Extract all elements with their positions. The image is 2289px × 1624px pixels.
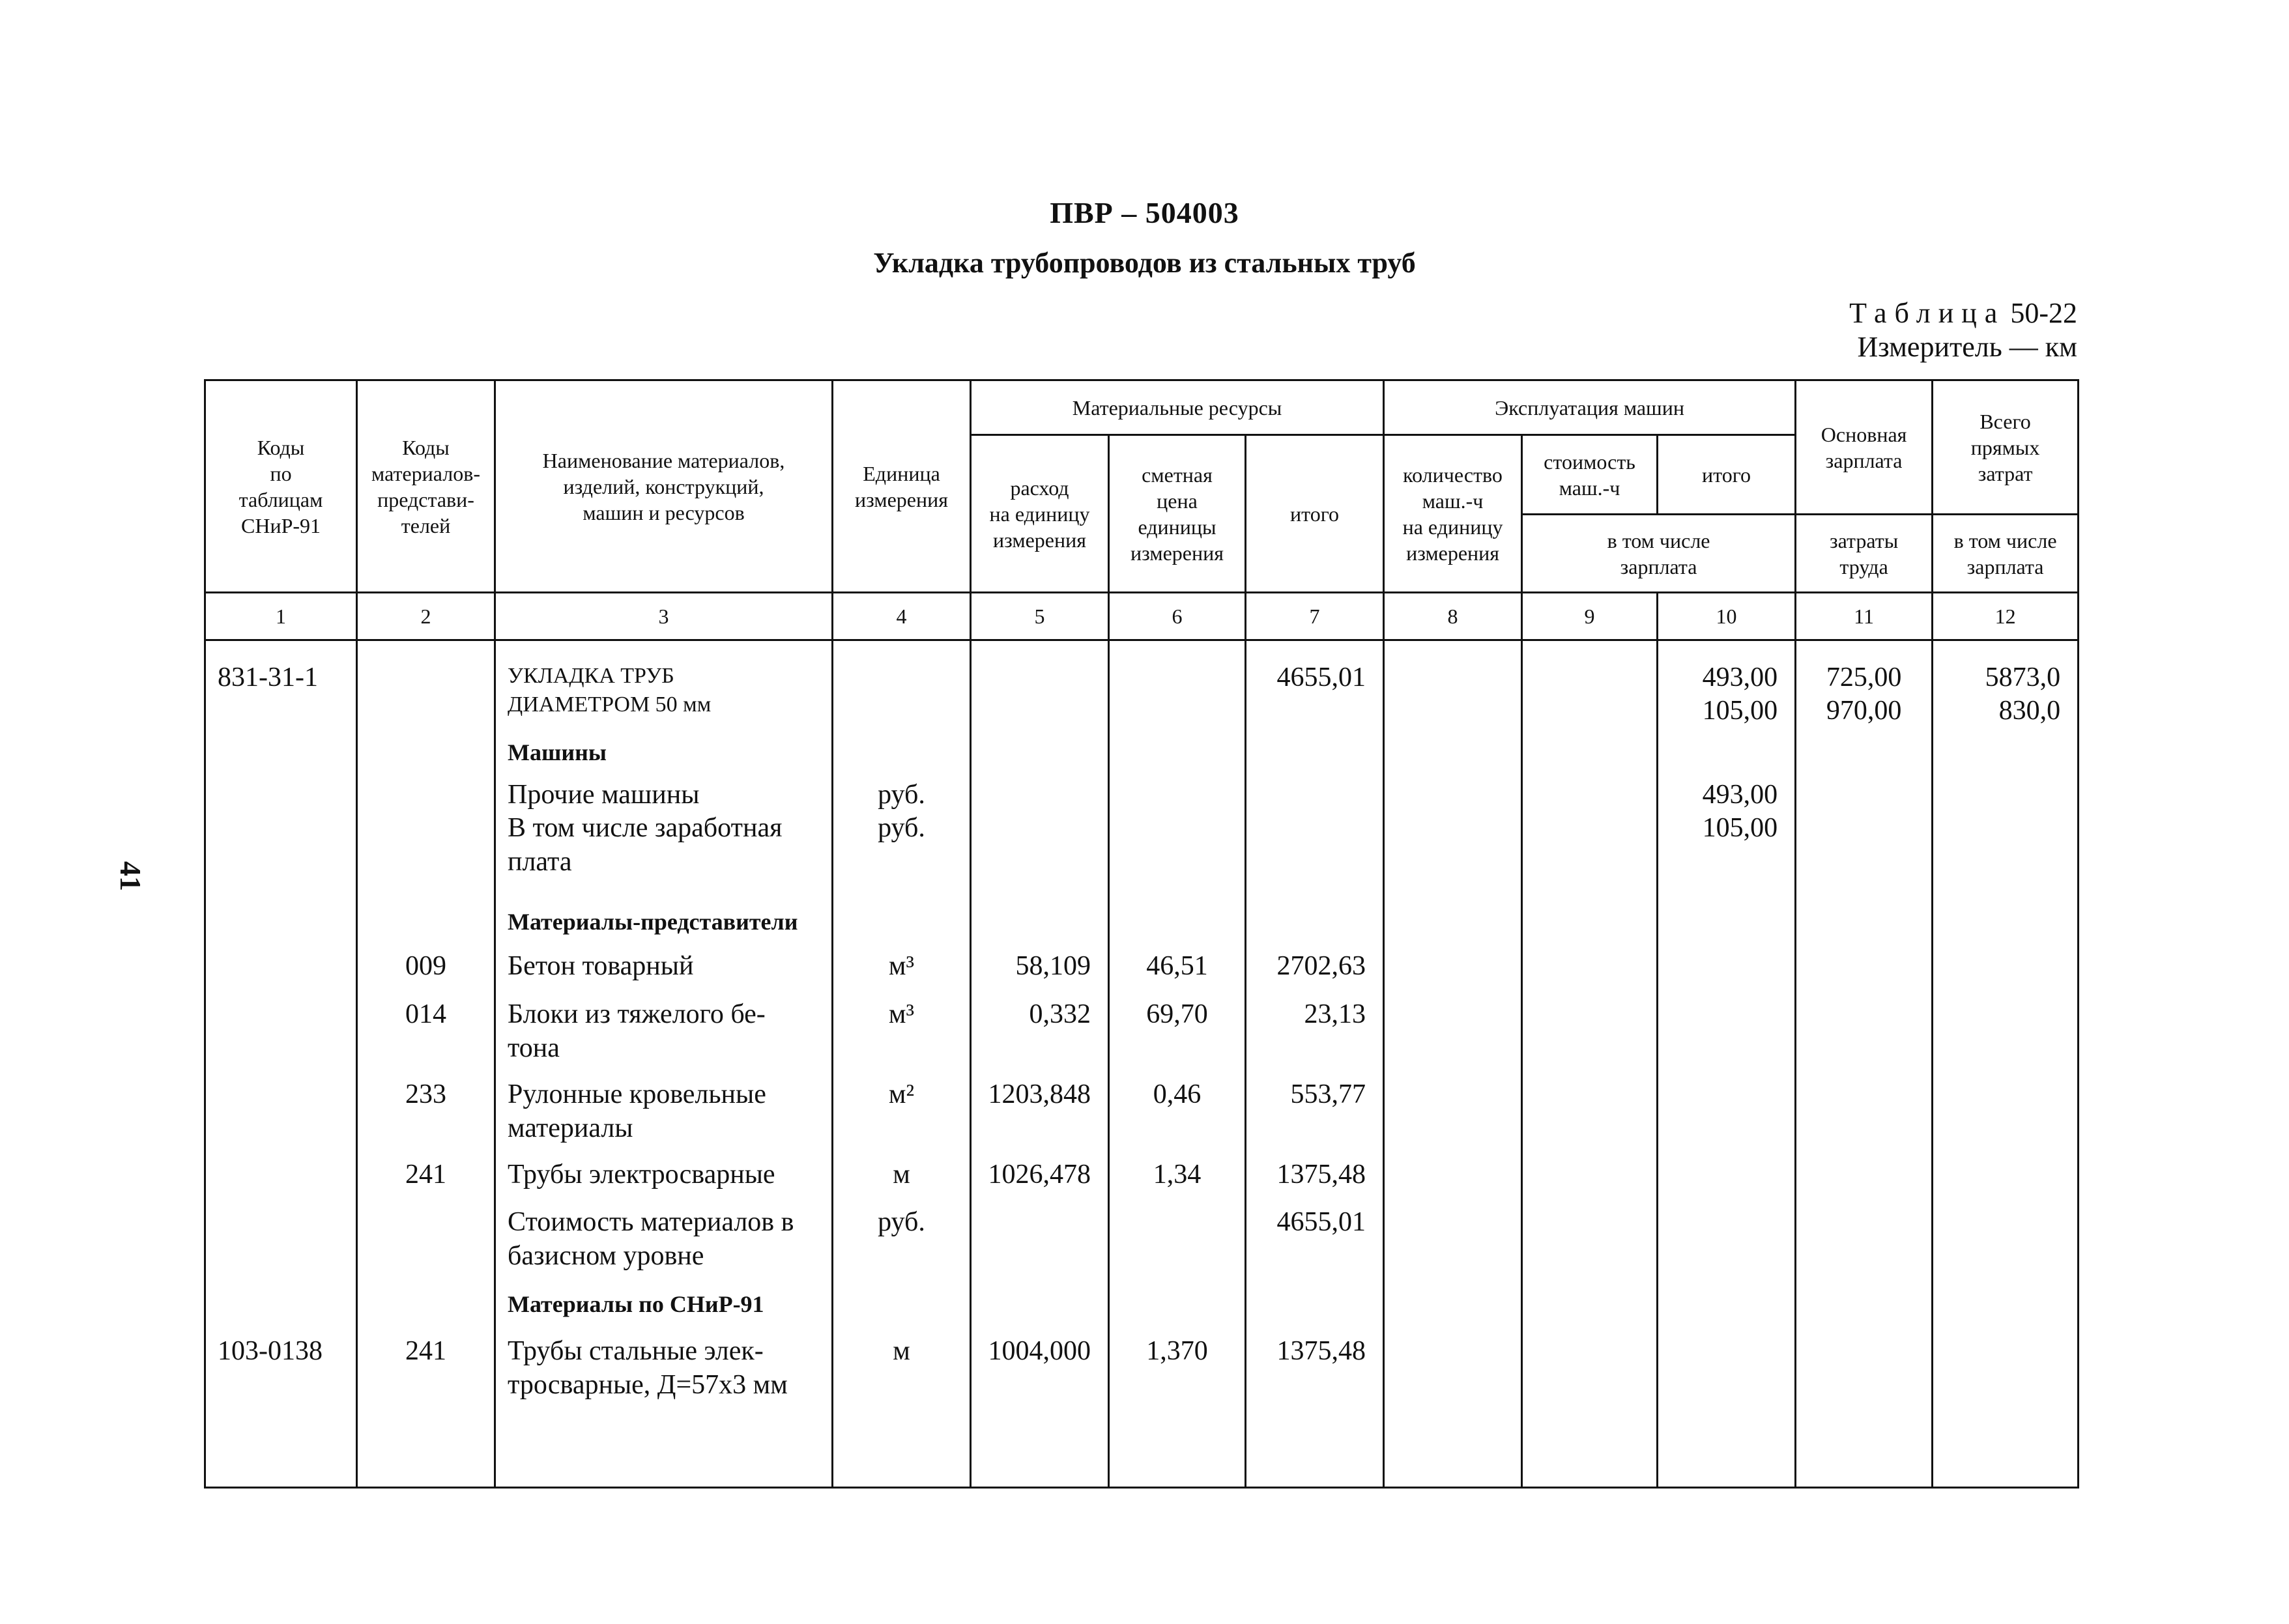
header-unit-price: сметная цена единицы измерения	[1109, 435, 1246, 593]
rep-code: 014	[405, 999, 446, 1029]
header-base-wage: Основная зарплата	[1796, 380, 1933, 515]
document-code: ПВР – 504003	[1050, 196, 1239, 229]
section-heading: Материалы по СНиР-91	[508, 1291, 764, 1317]
table-word: Таблица	[1849, 297, 2006, 329]
wage-value: 725,00	[1826, 662, 1902, 692]
body-col-direct-costs	[1933, 640, 2079, 1488]
header-machine-wage: в том числе зарплата	[1522, 515, 1796, 593]
price-value: 1,34	[1153, 1160, 1202, 1190]
body-col-material-total	[1246, 640, 1384, 1488]
rate-value: 0,332	[1029, 999, 1091, 1029]
table-number: 50-22	[2010, 297, 2077, 329]
unit-value: м	[893, 1160, 910, 1190]
body-col-rate	[971, 640, 1109, 1488]
body-col-machine-total	[1658, 640, 1796, 1488]
body-col-base-wage	[1796, 640, 1933, 1488]
body-col-machine-hour-cost	[1522, 640, 1658, 1488]
unit-value: м	[893, 1336, 910, 1366]
body-col-machine-hours	[1384, 640, 1522, 1488]
page-number: 41	[114, 861, 147, 891]
price-value: 1,370	[1146, 1336, 1208, 1366]
header-rep-codes: Коды материалов- представи- телей	[357, 380, 495, 593]
total-value: 553,77	[1290, 1079, 1366, 1109]
price-value: 46,51	[1146, 951, 1208, 981]
header-direct-wage: в том числе зарплата	[1933, 515, 2079, 593]
column-number: 1	[205, 593, 357, 640]
machine-total-value: 493,00	[1702, 662, 1778, 692]
header-material-total: итого	[1246, 435, 1384, 593]
price-value: 0,46	[1153, 1079, 1202, 1109]
total-value: 1375,48	[1276, 1336, 1366, 1366]
body-col-snir-codes	[205, 640, 357, 1488]
header-labor: затраты труда	[1796, 515, 1933, 593]
item-name: Трубы стальные элек- тросварные, Д=57х3 мм	[508, 1336, 788, 1400]
total-value: 23,13	[1304, 999, 1366, 1029]
meter-label: Измеритель — км	[1857, 331, 2077, 363]
section-heading: Машины	[508, 739, 607, 765]
rep-code: 233	[405, 1079, 446, 1109]
machine-total-value: 493,00	[1702, 780, 1778, 810]
header-rate-per-unit: расход на единицу измерения	[971, 435, 1109, 593]
column-number: 12	[1933, 593, 2079, 640]
header-unit: Единица измерения	[833, 380, 971, 593]
machine-wage-value: 105,00	[1702, 696, 1778, 726]
unit-value: м²	[888, 1079, 915, 1109]
header-machine-operation: Эксплуатация машин	[1384, 380, 1796, 435]
column-number: 11	[1796, 593, 1933, 640]
body-col-units	[833, 640, 971, 1488]
item-name: Блоки из тяжелого бе- тона	[508, 999, 766, 1063]
column-number: 9	[1522, 593, 1658, 640]
snir-code: 831-31-1	[218, 662, 318, 692]
rate-value: 1004,000	[988, 1336, 1091, 1366]
price-value: 69,70	[1146, 999, 1208, 1029]
column-number: 3	[495, 593, 833, 640]
body-col-rep-codes	[357, 640, 495, 1488]
rep-code: 241	[405, 1160, 446, 1190]
item-name: УКЛАДКА ТРУБ ДИАМЕТРОМ 50 мм	[508, 664, 712, 717]
rate-value: 1203,848	[988, 1079, 1091, 1109]
total-value: 2702,63	[1276, 951, 1366, 981]
column-number: 7	[1246, 593, 1384, 640]
unit-value: м³	[888, 999, 915, 1029]
unit-value: руб.	[878, 813, 925, 843]
item-name: В том числе заработная плата	[508, 813, 783, 877]
item-name: Рулонные кровельные материалы	[508, 1079, 766, 1143]
header-name: Наименование материалов, изделий, конструкций, машин и ресурсов	[495, 380, 833, 593]
body-col-names	[495, 640, 833, 1488]
resource-table	[204, 379, 2079, 1489]
rep-code: 009	[405, 951, 446, 981]
unit-value: м³	[888, 951, 915, 981]
header-machine-total: итого	[1658, 435, 1796, 515]
direct-wage-value: 830,0	[1998, 696, 2061, 726]
total-value: 4655,01	[1276, 1207, 1366, 1237]
column-number: 2	[357, 593, 495, 640]
item-name: Бетон товарный	[508, 951, 694, 981]
column-number: 8	[1384, 593, 1522, 640]
total-value: 4655,01	[1276, 662, 1366, 692]
snir-code: 103-0138	[218, 1336, 323, 1366]
column-number: 6	[1109, 593, 1246, 640]
header-machine-hour-cost: стоимость маш.-ч	[1522, 435, 1658, 515]
header-direct-costs: Всего прямых затрат	[1933, 380, 2079, 515]
document-title: Укладка трубопроводов из стальных труб	[873, 247, 1416, 279]
direct-cost-value: 5873,0	[1985, 662, 2061, 692]
body-col-price	[1109, 640, 1246, 1488]
rep-code: 241	[405, 1336, 446, 1366]
rate-value: 58,109	[1015, 951, 1091, 981]
rate-value: 1026,478	[988, 1160, 1091, 1190]
column-number: 10	[1658, 593, 1796, 640]
column-number: 4	[833, 593, 971, 640]
item-name: Стоимость материалов в базисном уровне	[508, 1207, 794, 1271]
section-heading: Материалы-представители	[508, 909, 798, 935]
header-snir-codes: Коды по таблицам СНиР-91	[205, 380, 357, 593]
table-label	[1849, 296, 2077, 330]
header-machine-hours: количество маш.-ч на единицу измерения	[1384, 435, 1522, 593]
total-value: 1375,48	[1276, 1160, 1366, 1190]
item-name: Прочие машины	[508, 780, 700, 810]
item-name: Трубы электросварные	[508, 1160, 775, 1190]
machine-wage-value: 105,00	[1702, 813, 1778, 843]
header-material-resources: Материальные ресурсы	[971, 380, 1384, 435]
labor-value: 970,00	[1826, 696, 1902, 726]
unit-value: руб.	[878, 780, 925, 810]
column-number: 5	[971, 593, 1109, 640]
unit-value: руб.	[878, 1207, 925, 1237]
